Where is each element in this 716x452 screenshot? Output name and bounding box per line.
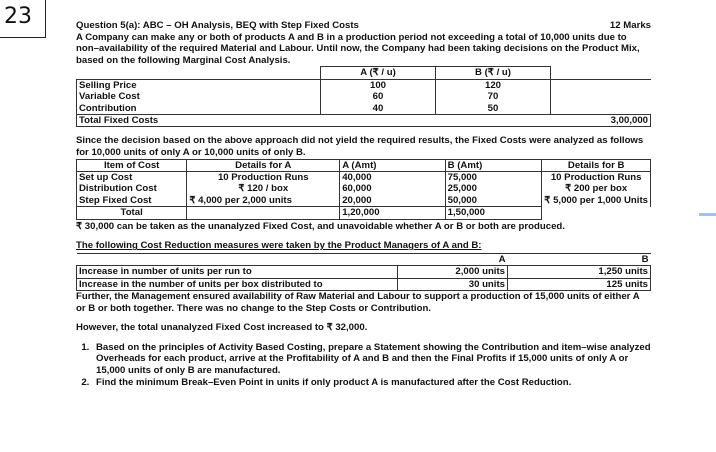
question-title: Question 5(a): ABC – OH Analysis, BEQ with Step Fixed Costs (76, 20, 359, 31)
cell-b: 125 units (508, 278, 651, 290)
page-number: 23 (0, 0, 46, 38)
cost-reduction-table (76, 253, 651, 291)
cell-amt-a: 40,000 (340, 172, 445, 184)
question-document (76, 20, 651, 388)
cell-details-b: ₹ 5,000 per 1,000 Units (542, 195, 651, 207)
table-row (77, 172, 651, 184)
however-text: However, the total unanalyzed Fixed Cost increased to ₹ 32,000. (76, 322, 368, 334)
table-row (77, 103, 651, 115)
cell-amt-b: 75,000 (445, 172, 542, 184)
cell-details-a: ₹ 120 / box (187, 183, 340, 194)
cell-amt-b: 25,000 (445, 183, 542, 194)
table-header-row (77, 159, 651, 171)
cell-amt-a: 60,000 (340, 183, 445, 194)
header-details-a: Details for A (187, 159, 340, 171)
col-a-header: A (₹ / u) (321, 67, 436, 79)
cell-a: 60 (321, 91, 436, 102)
table-row (77, 195, 651, 207)
list-item: 1. Based on the principles of Activity Based Costing, prepare a Statement showing the Contribution and item–wise analyzed Overheads for each product, arrive at the Profitability of A and B and then the Final Profits if 15,000 units of only A or 15,000 units of only B are manufactured. (92, 342, 651, 377)
table-header-row (77, 253, 651, 265)
table-row (77, 278, 651, 290)
total-value: 3,00,000 (551, 115, 651, 127)
header-amt-a: A (Amt) (340, 159, 445, 171)
total-amt-b: 1,50,000 (445, 207, 542, 219)
cell-a: 2,000 units (398, 266, 508, 278)
row-label: Increase in number of units per run to (77, 266, 398, 278)
further-text: Further, the Management ensured availability of Raw Material and Labour to support a production of 15,000 units of either A or B or both together. There was no change to the Step Costs or Contribution. (76, 291, 640, 314)
question-marks: 12 Marks (609, 20, 651, 31)
cell-details-a: 10 Production Runs (187, 172, 340, 184)
cell-a: 40 (321, 103, 436, 115)
header-item: Item of Cost (77, 159, 187, 171)
cell-details-b: 10 Production Runs (542, 172, 651, 184)
table-row (77, 91, 651, 102)
row-label: Selling Price (77, 79, 321, 91)
cell-amt-a: 20,000 (340, 195, 445, 207)
cell-item: Distribution Cost (77, 183, 187, 194)
total-label: Total (77, 207, 187, 219)
cell-a: 30 units (398, 278, 508, 290)
cell-a: 100 (321, 79, 436, 91)
total-label: Total Fixed Costs (77, 115, 551, 127)
header-details-b: Details for B (542, 159, 651, 171)
table-row (77, 79, 651, 91)
cell-b: 50 (436, 103, 551, 115)
cell-b: 1,250 units (508, 266, 651, 278)
col-b-header: B (508, 253, 651, 265)
total-amt-a: 1,20,000 (340, 207, 445, 219)
cell-item: Step Fixed Cost (77, 195, 187, 207)
table-row (77, 266, 651, 278)
cell-details-b: ₹ 200 per box (542, 183, 651, 194)
row-label: Contribution (77, 103, 321, 115)
cell-amt-b: 50,000 (445, 195, 542, 207)
fixed-cost-table (76, 159, 651, 220)
row-label: Variable Cost (77, 91, 321, 102)
fixed-cost-intro: Since the decision based on the above approach did not yield the required results, the Fixed Costs were analyzed as follows for 10,000 units of only A or 10,000 units of only B. (76, 135, 644, 158)
cell-b: 70 (436, 91, 551, 102)
row-label: Increase in the number of units per box distributed to (77, 278, 398, 290)
question-header (76, 20, 651, 32)
cell-details-a: ₹ 4,000 per 2,000 units (187, 195, 340, 207)
marginal-cost-table (76, 66, 651, 127)
total-row (77, 207, 651, 219)
task-list (76, 342, 651, 388)
header-amt-b: B (Amt) (445, 159, 542, 171)
table-header-row (77, 67, 651, 79)
unanalyzed-note: ₹ 30,000 can be taken as the unanalyzed Fixed Cost, and unavoidable whether A or B or both are produced. (76, 220, 565, 232)
col-a-header: A (398, 253, 508, 265)
cell-item: Set up Cost (77, 172, 187, 184)
table-row (77, 183, 651, 194)
cell-b: 120 (436, 79, 551, 91)
scroll-marker (699, 213, 716, 216)
question-intro: A Company can make any or both of products A and B in a production period not exceeding a total of 10,000 units due to non–availability of the required Material and Labour. Until now, the Company had been taking decisions on the Product Mix, based on the following Marginal Cost Analysis. (76, 31, 640, 66)
total-row (77, 115, 651, 127)
reduction-intro: The following Cost Reduction measures were taken by the Product Managers of A and B: (76, 240, 482, 252)
list-item: 2. Find the minimum Break–Even Point in units if only product A is manufactured after the Cost Reduction. (92, 377, 651, 389)
col-b-header: B (₹ / u) (436, 67, 551, 79)
